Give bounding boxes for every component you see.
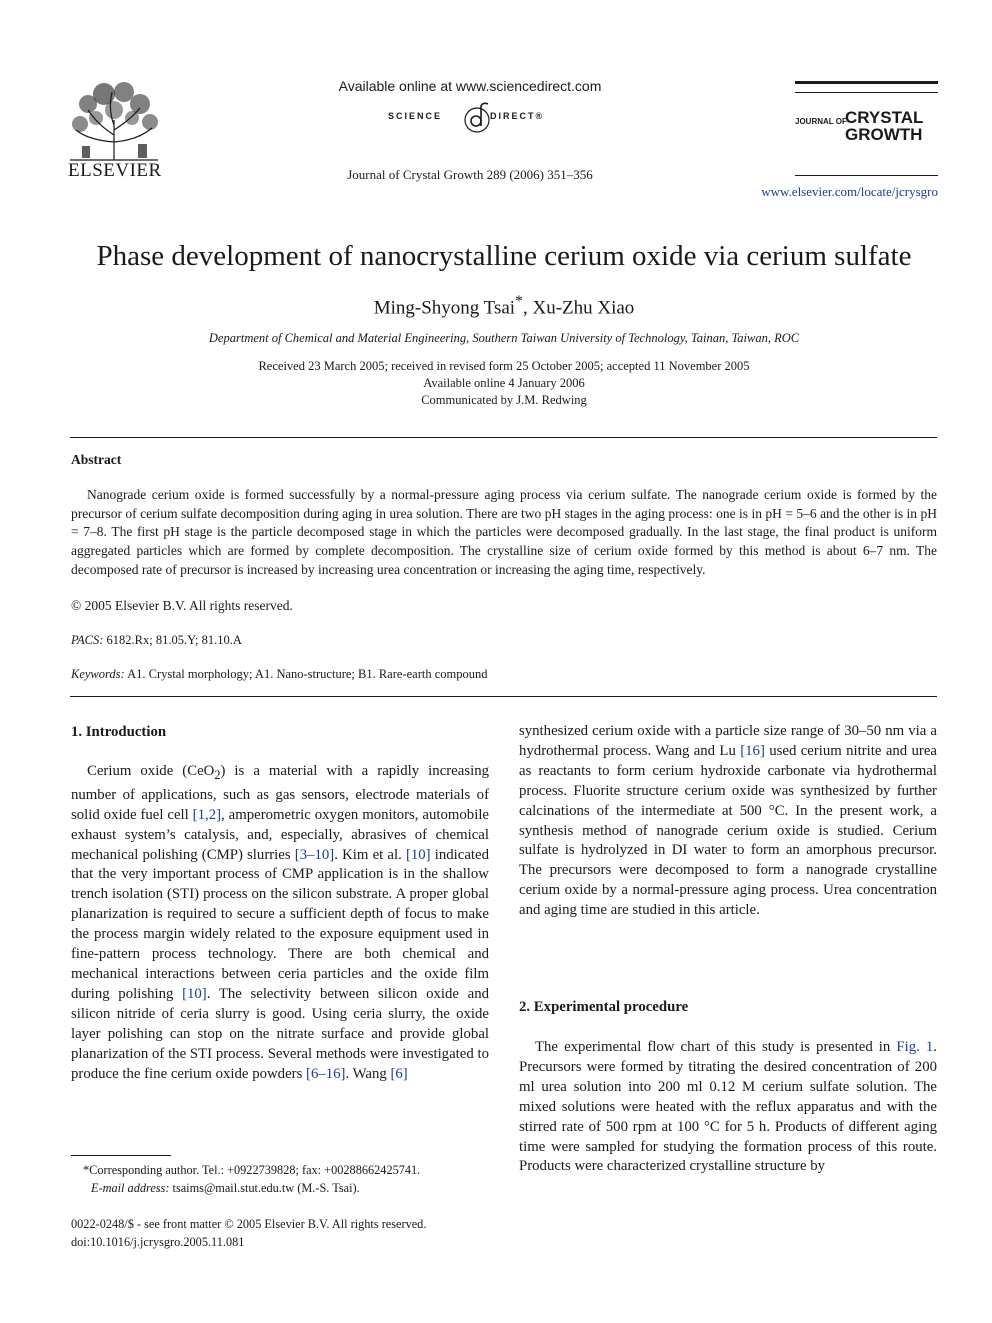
journal-logo-growth: GROWTH [845, 125, 923, 144]
sd-left-text: SCIENCE [388, 111, 443, 121]
journal-logo-rule-second [795, 92, 938, 93]
text-run: . Wang [345, 1065, 391, 1082]
text-run: ) is a material with a rapidly increasing number of applications, such as gas sensors, electrode materials of solid oxide fuel cell [71, 763, 489, 823]
publisher-name: ELSEVIER [68, 160, 162, 181]
keywords [71, 667, 487, 682]
section-heading-introduction: 1. Introduction [71, 724, 167, 740]
introduction-continuation [519, 722, 937, 921]
email-address[interactable]: tsaims@mail.stut.edu.tw (M.-S. Tsai). [169, 1180, 360, 1195]
pacs-value: 6182.Rx; 81.05.Y; 81.10.A [103, 633, 242, 647]
text-run: synthesized cerium oxide with a particle size range of 30–50 nm via a hydrothermal process. Wang and Lu [519, 723, 937, 759]
divider [70, 696, 937, 697]
reference-link[interactable]: [10] [182, 985, 207, 1002]
pacs-codes [71, 633, 242, 648]
subscript: 2 [214, 767, 221, 782]
pacs-label: PACS: [71, 633, 104, 647]
text-run: indicated that the very important process of CMP application is in the shallow trench isolation (STI) process on the silicon substrate. A proper global planarization is required to secure a sufficient depth of focus to make the process margin widely related to the exposure equipment used in fine-pattern process technology. There are both chemical and mechanical interactions between ceria particles and the oxide film during polishing [71, 846, 490, 1002]
abstract-text: Nanograde cerium oxide is formed successfully by a normal-pressure aging process via cerium sulfate. The nanograde cerium oxide is formed by the precursor of cerium sulfate decomposition during aging in urea solution. There are two pH stages in the aging process: one is in pH = 5–6 and the other is in pH = 7–8. The first pH stage is the particle decomposed stage in which the particles were decomposed gradually. In the last stage, the final product is uniform aggregated particles which are formed by complete decomposition. The crystalline size of cerium oxide formed by this method is about 6–7 nm. The decomposed rate of precursor is increased by increasing urea concentration or increasing the aging time, respectively. [71, 487, 937, 577]
email-label: E-mail address: [91, 1180, 170, 1195]
article-history [50, 358, 958, 409]
footnote-rule [71, 1155, 171, 1156]
corresponding-author-note: *Corresponding author. Tel.: +0922739828; fax: +00288662425741. [83, 1163, 421, 1177]
affiliation: Department of Chemical and Material Engineering, Southern Taiwan University of Technology, Tainan, Taiwan, ROC [208, 331, 800, 345]
email-note [71, 1180, 491, 1198]
journal-url-link[interactable]: www.elsevier.com/locate/jcrysgro [761, 184, 938, 199]
divider [70, 437, 937, 438]
text-run: . Precursors were formed by titrating the desired concentration of 200 ml urea solution into 200 ml 0.12 M cerium sulfate solution. The mixed solutions were heated with the reflux apparatus and with the stirred rate of 500 rpm at 100 °C for 5 h. Products of different aging time were sampled for studying the formation process of this route. Products were characterized crystalline structure by [519, 1039, 937, 1175]
sciencedirect-d-icon [463, 100, 491, 134]
journal-logo-small-text: JOURNAL OF [795, 117, 847, 126]
journal-citation: Journal of Crystal Growth 289 (2006) 351–356 [347, 167, 593, 182]
corresponding-author-mark[interactable]: * [515, 293, 523, 310]
introduction-paragraph [71, 762, 489, 1084]
sciencedirect-logo [385, 100, 575, 136]
author-list [50, 293, 958, 319]
section-heading-experimental: 2. Experimental procedure [519, 999, 689, 1015]
sd-right-text: DIRECT® [490, 111, 545, 121]
imprint [71, 1216, 491, 1251]
reference-link[interactable]: [16] [740, 742, 765, 759]
reference-link[interactable]: [1,2] [192, 806, 222, 823]
communicated-by: Communicated by J.M. Redwing [421, 393, 587, 407]
issn-line: 0022-0248/$ - see front matter © 2005 Elsevier B.V. All rights reserved. [71, 1217, 427, 1231]
available-online-link[interactable]: Available online at www.sciencedirect.com [338, 78, 602, 94]
elsevier-tree-logo [68, 80, 160, 162]
doi-line[interactable]: doi:10.1016/j.jcrysgro.2005.11.081 [71, 1234, 245, 1249]
reference-link[interactable]: [6–16] [306, 1065, 346, 1082]
article-title: Phase development of nanocrystalline cerium oxide via cerium sulfate [96, 240, 912, 272]
text-run: used cerium nitrite and urea as reactants to form cerium hydroxide carbonate via hydrothermal process. Fluorite structure cerium oxide was synthesized by further calcinations of the intermediate at 500 °C. In the present work, a synthesis method of nanograde cerium oxide is studied. Cerium sulfate is hydrolyzed in DI water to form an amorphous precursor. The precursors were decomposed to form a nanograde crystalline cerium oxide by a normal-pressure aging process. Urea concentration and aging time are studied in this article. [519, 742, 937, 919]
reference-link[interactable]: [3–10] [294, 846, 335, 863]
reference-link[interactable]: [6] [390, 1065, 408, 1082]
author-separator: , [522, 297, 533, 319]
available-online-date: Available online 4 January 2006 [423, 376, 585, 390]
journal-logo-rule-bottom [795, 175, 938, 176]
abstract-heading: Abstract [71, 452, 122, 467]
experimental-paragraph [519, 1038, 937, 1177]
footnote [71, 1162, 491, 1197]
text-run: The experimental flow chart of this study is presented in [535, 1039, 897, 1055]
keywords-value: A1. Crystal morphology; A1. Nano-structure; B1. Rare-earth compound [124, 667, 488, 681]
text-run: , amperometric oxygen monitors, automobile exhaust system’s catalysis, and, especially, abrasives of chemical mechanical polishing (CMP) slurries [71, 806, 489, 863]
figure-link[interactable]: Fig. 1 [896, 1039, 934, 1055]
abstract-copyright: © 2005 Elsevier B.V. All rights reserved. [71, 598, 293, 613]
author-name: Ming-Shyong Tsai [373, 297, 516, 319]
text-run: . The selectivity between silicon oxide and silicon nitride of ceria slurry is good. Using ceria slurry, the oxide layer polishing can stop on the nitrate surface and provide global planarization of the STI process. Several methods were investigated to produce the fine cerium oxide powders [71, 985, 489, 1082]
journal-logo-rule-top [795, 81, 938, 84]
received-dates: Received 23 March 2005; received in revised form 25 October 2005; accepted 11 November 2005 [258, 359, 750, 373]
text-run: . Kim et al. [334, 846, 406, 863]
author-name: Xu-Zhu Xiao [532, 297, 635, 319]
text-run: Cerium oxide (CeO [87, 763, 215, 779]
keywords-label: Keywords: [71, 667, 125, 681]
reference-link[interactable]: [10] [405, 846, 431, 863]
journal-logo-crystal: CRYSTAL [845, 108, 924, 127]
